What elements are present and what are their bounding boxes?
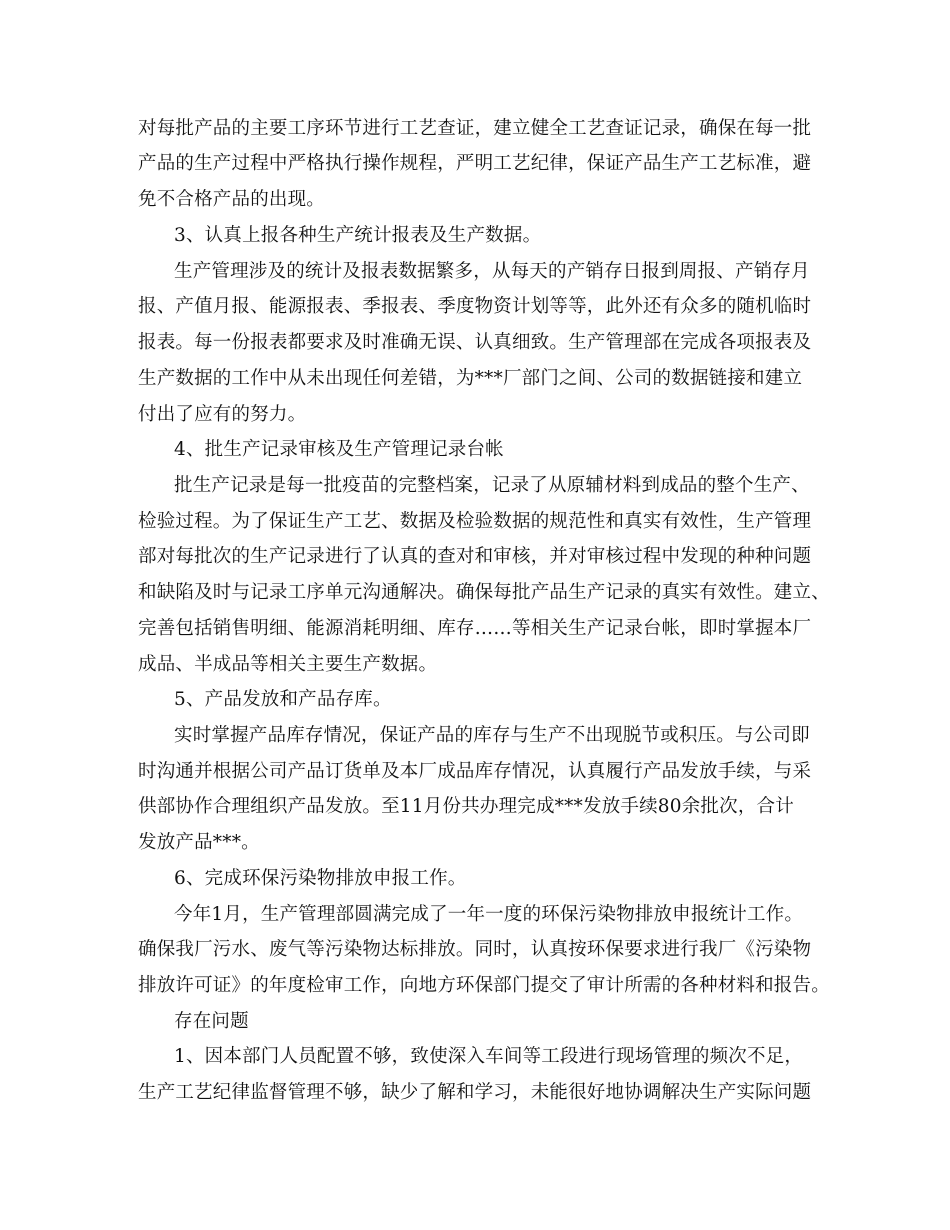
- text-line: 检验过程。为了保证生产工艺、数据及检验数据的规范性和真实有效性，生产管理: [138, 511, 812, 532]
- section-heading: 4、批生产记录审核及生产管理记录台帐: [174, 439, 504, 460]
- text-line: 生产管理涉及的统计及报表数据繁多，从每天的产销存日报到周报、产销存月: [174, 261, 810, 282]
- text-line: 批生产记录是每一批疫苗的完整档案，记录了从原辅材料到成品的整个生产、: [174, 475, 810, 496]
- text-line: 和缺陷及时与记录工序单元沟通解决。确保每批产品生产记录的真实有效性。建立、: [138, 582, 830, 603]
- text-line: 实时掌握产品库存情况，保证产品的库存与生产不出现脱节或积压。与公司即: [174, 725, 810, 746]
- text-line: 排放许可证》的年度检审工作，向地方环保部门提交了审计所需的各种材料和报告。: [138, 975, 830, 996]
- text-line: 确保我厂污水、废气等污染物达标排放。同时，认真按环保要求进行我厂《污染物: [138, 939, 812, 960]
- text-line: 生产工艺纪律监督管理不够，缺少了解和学习，未能很好地协调解决生产实际问题: [138, 1082, 812, 1103]
- text-line: 产品的生产过程中严格执行操作规程，严明工艺纪律，保证产品生产工艺标准，避: [138, 153, 812, 174]
- section-heading: 5、产品发放和产品存库。: [174, 689, 392, 710]
- section-heading: 3、认真上报各种生产统计报表及生产数据。: [174, 225, 542, 246]
- text-line: 生产数据的工作中从未出现任何差错，为***厂部门之间、公司的数据链接和建立: [138, 368, 803, 389]
- text-line: 部对每批次的生产记录进行了认真的查对和审核，并对审核过程中发现的种种问题: [138, 546, 812, 567]
- text-line: 对每批产品的主要工序环节进行工艺查证，建立健全工艺查证记录，确保在每一批: [138, 118, 812, 139]
- text-line: 完善包括销售明细、能源消耗明细、库存……等相关生产记录台帐，即时掌握本厂: [138, 618, 812, 639]
- section-heading: 存在问题: [174, 1011, 249, 1032]
- text-line: 付出了应有的努力。: [138, 404, 307, 425]
- text-line: 报表。每一份报表都要求及时准确无误、认真细致。生产管理部在完成各项报表及: [138, 332, 812, 353]
- text-line: 免不合格产品的出现。: [138, 189, 326, 210]
- text-line: 今年1月，生产管理部圆满完成了一年一度的环保污染物排放申报统计工作。: [174, 904, 804, 925]
- text-line: 时沟通并根据公司产品订货单及本厂成品库存情况，认真履行产品发放手续，与采: [138, 761, 812, 782]
- section-heading: 6、完成环保污染物排放申报工作。: [174, 868, 467, 889]
- text-line: 1、因本部门人员配置不够，致使深入车间等工段进行现场管理的频次不足，: [174, 1046, 804, 1067]
- text-line: 报、产值月报、能源报表、季报表、季度物资计划等等，此外还有众多的随机临时: [138, 296, 812, 317]
- text-line: 发放产品***。: [138, 832, 260, 853]
- text-line: 成品、半成品等相关主要生产数据。: [138, 654, 438, 675]
- text-line: 供部协作合理组织产品发放。至11月份共办理完成***发放手续80余批次，合计: [138, 796, 794, 817]
